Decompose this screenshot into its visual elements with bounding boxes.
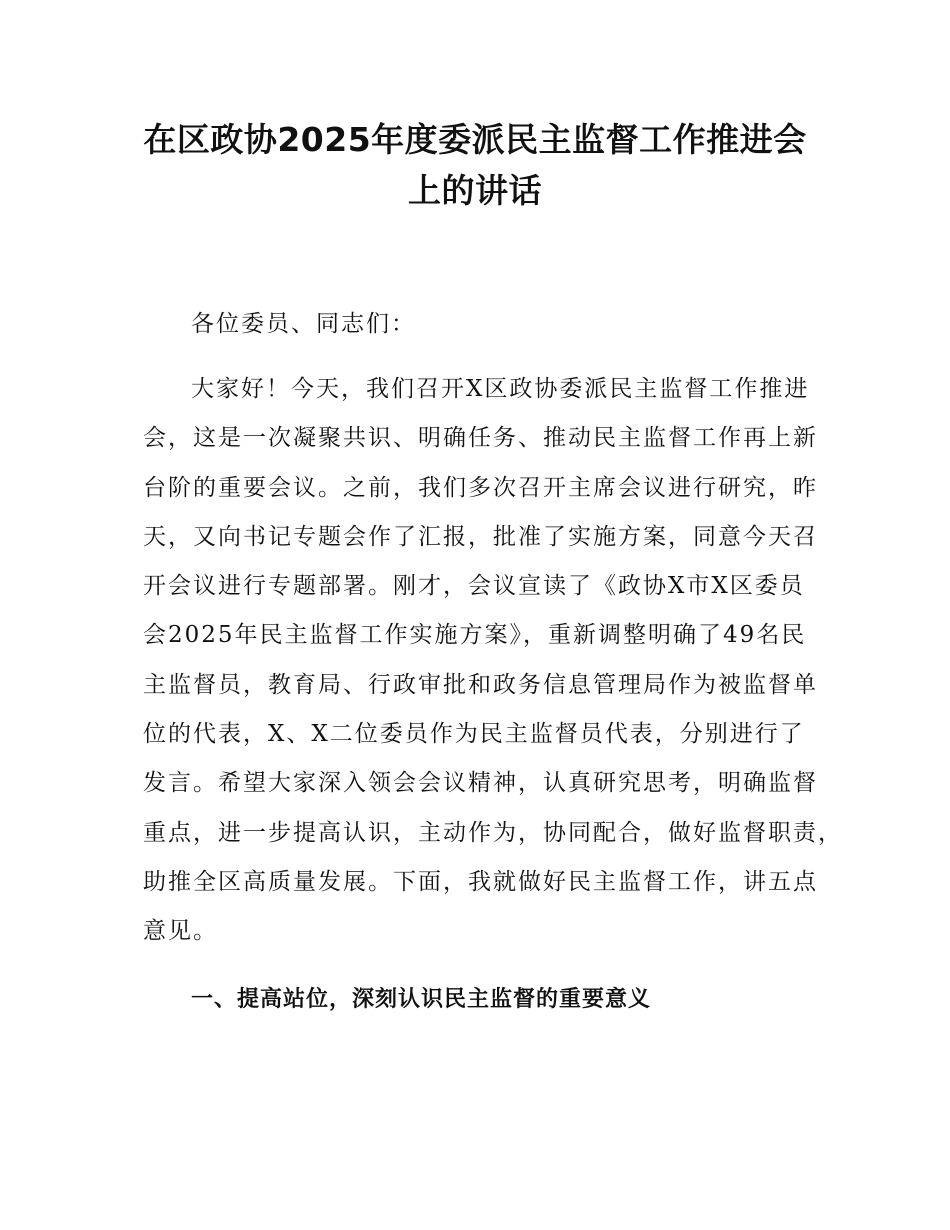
paragraph-line: 主监督员，教育局、行政审批和政务信息管理局作为被监督单: [143, 671, 818, 698]
paragraph-line: 开会议进行专题部署。刚才，会议宣读了《政协X市X区委员: [143, 573, 805, 600]
paragraph-line: 位的代表，X、X二位委员作为民主监督员代表，分别进行了: [143, 721, 805, 748]
salutation: 各位委员、同志们：: [191, 311, 416, 337]
paragraph-line: 大家好！今天，我们召开X区政协委派民主监督工作推进: [191, 376, 810, 402]
paragraph-line: 会，这是一次凝聚共识、明确任务、推动民主监督工作再上新: [143, 425, 818, 452]
document-title: [120, 114, 830, 216]
paragraph-line: 助推全区高质量发展。下面，我就做好民主监督工作，讲五点: [143, 868, 818, 895]
opening-paragraph: [143, 369, 843, 961]
paragraph-line: 重点，进一步提高认识，主动作为，协同配合，做好监督职责，: [143, 819, 843, 846]
section-heading: 一、提高站位，深刻认识民主监督的重要意义: [191, 987, 652, 1012]
paragraph-line: 意见。: [143, 918, 218, 945]
paragraph-line: 天，又向书记专题会作了汇报，批准了实施方案，同意今天召: [143, 523, 818, 550]
paragraph-line: 会2025年民主监督工作实施方案》，重新调整明确了49名民: [143, 622, 807, 649]
title-line: 上的讲话: [408, 171, 542, 210]
paragraph-line: 台阶的重要会议。之前，我们多次召开主席会议进行研究，昨: [143, 474, 818, 501]
paragraph-line: 发言。希望大家深入领会会议精神，认真研究思考，明确监督: [143, 770, 818, 797]
title-line: 在区政协2025年度委派民主监督工作推进会: [143, 120, 807, 159]
